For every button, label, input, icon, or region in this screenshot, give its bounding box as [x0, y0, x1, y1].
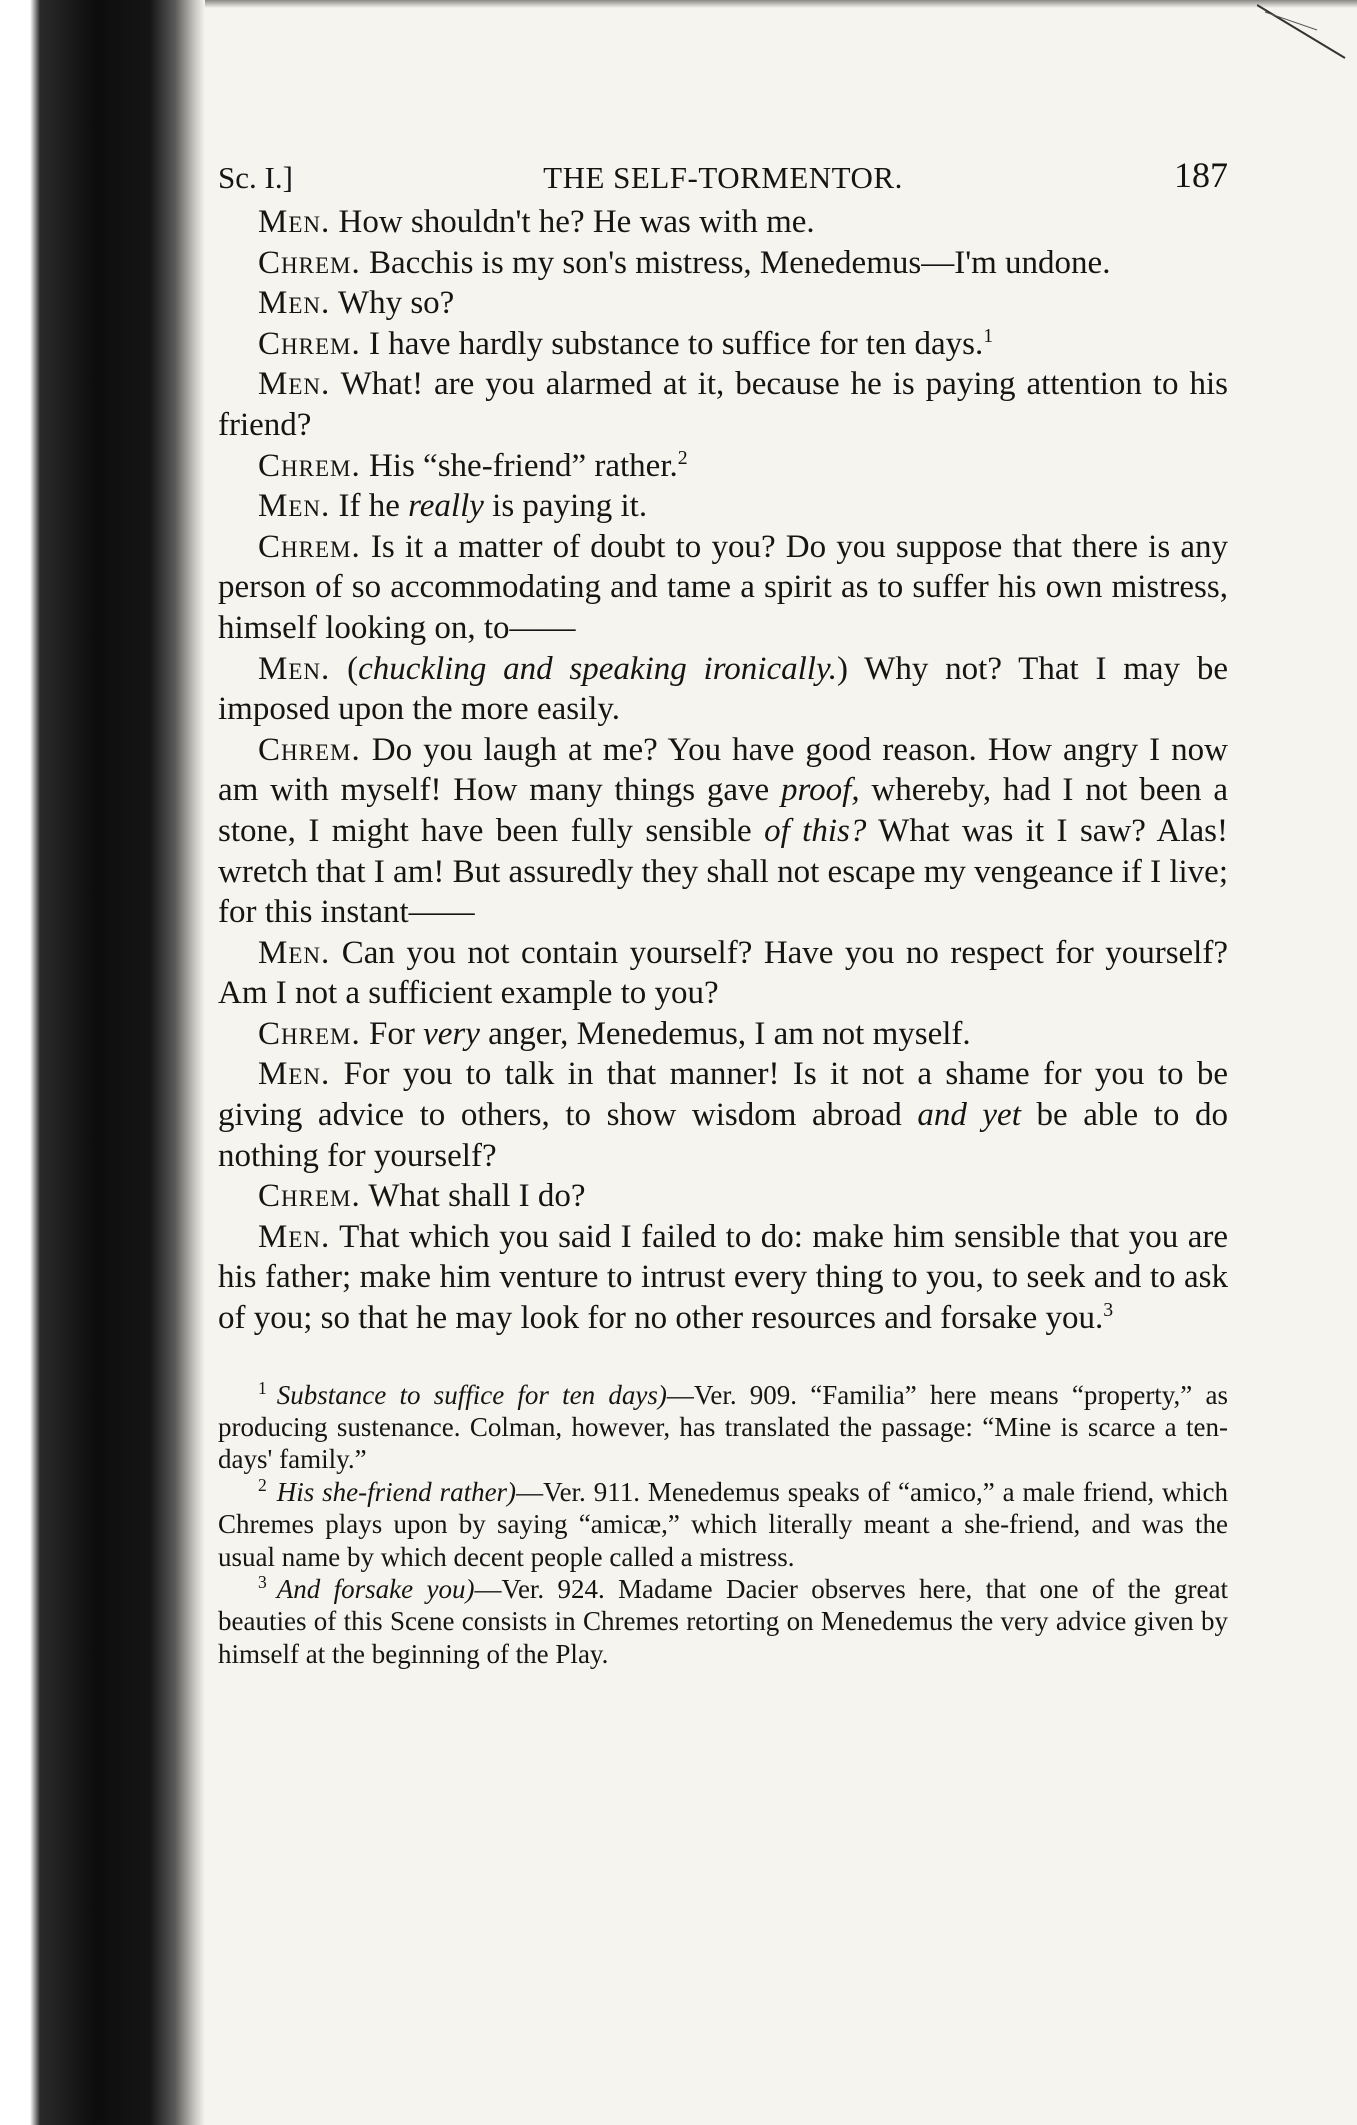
dialogue-line: Men. If he really is paying it. — [258, 488, 648, 525]
book-page — [218, 150, 1228, 1670]
dialogue-line: Chrem. For very anger, Menedemus, I am not myself. — [258, 1015, 971, 1052]
dialogue-line: Men. How shouldn't he? He was with me. — [258, 204, 815, 240]
speaker: Men. — [258, 204, 331, 240]
footnote-ref: 1 — [983, 324, 994, 347]
dialogue-line: Men. Can you not contain yourself? Have you no respect for yourself? Am I not a sufficient example to you? — [218, 934, 1228, 1012]
footnote-number: 1 — [258, 1377, 267, 1398]
dialogue-line: Men. (chuckling and speaking ironically.) Why not? That I may be imposed upon the more easily. — [218, 650, 1228, 728]
page-binding-shadow — [0, 0, 205, 2125]
footnote: $^3$ And forsake you)—Ver. 924. Madame Dacier observes here, that one of the great beauties of this Scene consists in Chremes retorting on Menedemus the very advice given by himself at the beginning of the Play. — [218, 1572, 1228, 1669]
dialogue-line: Chrem. His “she-friend” rather.$^2$ — [258, 446, 688, 484]
dialogue-line: Men. That which you said I failed to do: make him sensible that you are his father; make him venture to intrust every thing to you, to seek and to ask of you; so that he may look for no other resources and forsake you.$^3$ — [218, 1218, 1229, 1337]
corner-scan-mark — [1257, 0, 1347, 60]
speaker: Chrem. — [258, 244, 361, 281]
speaker: Chrem. — [258, 1015, 361, 1052]
dialogue-body — [218, 202, 1228, 1339]
footnote: $^2$ His she-friend rather)—Ver. 911. Menedemus speaks of “amico,” a male friend, which Chremes plays upon by saying “amicæ,” which literally meant a she-friend, and was the usual name by which decent people called a mistress. — [218, 1474, 1228, 1572]
speaker: Men. — [258, 934, 331, 971]
speaker: Chrem. — [258, 1178, 361, 1215]
speaker: Men. — [258, 366, 331, 403]
dialogue-line: Men. Why so? — [258, 285, 455, 322]
speaker: Chrem. — [258, 528, 361, 565]
page-number: 187 — [1174, 155, 1228, 195]
running-head — [218, 150, 1228, 202]
dialogue-line: Men. For you to talk in that manner! Is it not a shame for you to be giving advice to others, to show wisdom abroad and yet be able to do nothing for yourself? — [218, 1056, 1229, 1174]
dialogue-line: Chrem. Bacchis is my son's mistress, Menedemus—I'm undone. — [258, 244, 1111, 281]
speaker: Men. — [258, 1218, 331, 1255]
dialogue-line: Chrem. I have hardly substance to suffice for ten days.$^1$ — [258, 324, 994, 362]
dialogue-line: Chrem. Is it a matter of doubt to you? Do you suppose that there is any person of so accommodating and tame a spirit as to suffer his own mistress, himself looking on, to—— — [218, 528, 1228, 646]
footnote: $^1$ Substance to suffice for ten days)—Ver. 909. “Familia” here means “property,” as producing sustenance. Colman, however, has translated the passage: “Mine is scarce a ten-days' family.” — [218, 1377, 1229, 1475]
footnote-ref: 3 — [1103, 1299, 1114, 1322]
speaker: Men. — [258, 1056, 331, 1093]
speaker: Chrem. — [258, 325, 361, 362]
footnotes — [218, 1379, 1228, 1671]
dialogue-line: Men. What! are you alarmed at it, because he is paying attention to his friend? — [218, 366, 1228, 443]
page-top-edge — [205, 0, 1357, 8]
book-title: THE SELF-TORMENTOR. — [543, 160, 903, 195]
footnote-number: 2 — [258, 1474, 267, 1495]
speaker: Men. — [258, 650, 331, 687]
dialogue-line: Chrem. Do you laugh at me? You have good reason. How angry I now am with myself! How many things gave proof, whereby, had I not been a stone, I might have been fully sensible of this? What was it I saw? Alas! wretch that I am! But assuredly they shall not escape my vengeance if I live; for this instant—— — [218, 731, 1228, 931]
speaker: Men. — [258, 285, 331, 322]
speaker: Chrem. — [258, 731, 361, 768]
speaker: Chrem. — [258, 447, 361, 484]
speaker: Men. — [258, 488, 331, 525]
footnote-ref: 2 — [677, 446, 688, 469]
scene-label: Sc. I.] — [218, 160, 293, 195]
dialogue-line: Chrem. What shall I do? — [258, 1178, 586, 1215]
footnote-number: 3 — [258, 1572, 267, 1593]
